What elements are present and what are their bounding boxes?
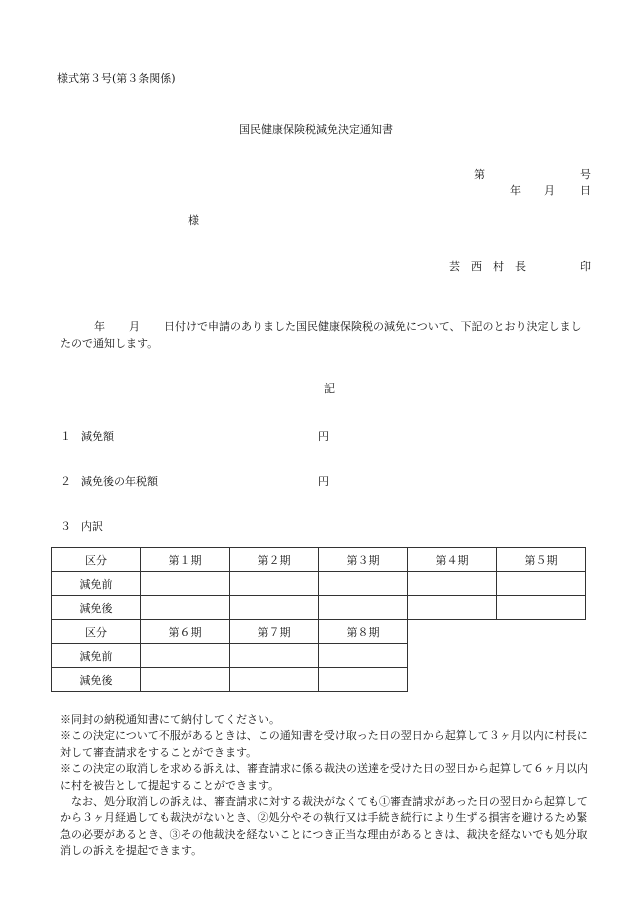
item-3-label: 内訳 bbox=[81, 520, 103, 533]
form-label: 様式第３号(第３条関係) bbox=[57, 72, 176, 85]
period-header-cell: 第１期 bbox=[141, 548, 230, 572]
amount-cell bbox=[230, 644, 319, 668]
date-month: 月 bbox=[544, 184, 555, 197]
amount-cell bbox=[141, 572, 230, 596]
amount-cell bbox=[319, 644, 408, 668]
note-exception: なお、処分取消しの訴えは、審査請求に対する裁決がなくても①審査請求があった日の翌日から起算してから３ヶ月経過しても裁決がないとき、②処分やその執行又は手続き続行により生ずる損害を避けるため緊急の必要があるとき、③その他裁決を経ないことにつき正当な理由があるときは、裁決を経ないでも処分取消しの訴えを提起できます。 bbox=[60, 795, 588, 858]
item-1-label: 減免額 bbox=[81, 430, 114, 443]
row-label-cell: 減免後 bbox=[52, 596, 141, 620]
period-header-cell: 第３期 bbox=[319, 548, 408, 572]
period-header-cell: 第２期 bbox=[230, 548, 319, 572]
number-prefix: 第 bbox=[474, 168, 485, 181]
empty-cell bbox=[408, 644, 497, 668]
period-header-cell: 第６期 bbox=[141, 620, 230, 644]
row-label-cell: 減免後 bbox=[52, 668, 141, 692]
amount-cell bbox=[319, 596, 408, 620]
table-row bbox=[52, 572, 586, 596]
empty-cell bbox=[497, 668, 586, 692]
amount-cell bbox=[408, 596, 497, 620]
row-label-cell: 減免前 bbox=[52, 572, 141, 596]
note-payment: ※同封の納税通知書にて納付してください。 bbox=[60, 713, 280, 726]
period-header-cell: 第８期 bbox=[319, 620, 408, 644]
ki-heading: 記 bbox=[324, 382, 335, 395]
table-row bbox=[52, 596, 586, 620]
intro-year: 年 bbox=[94, 320, 105, 333]
empty-cell bbox=[497, 644, 586, 668]
period-header-cell: 第４期 bbox=[408, 548, 497, 572]
table-row bbox=[52, 668, 586, 692]
seal-mark: 印 bbox=[580, 260, 591, 273]
amount-cell bbox=[141, 644, 230, 668]
number-suffix: 号 bbox=[580, 168, 591, 181]
issuer-name: 芸 西 村 長 bbox=[449, 260, 526, 273]
amount-cell bbox=[497, 572, 586, 596]
table-row bbox=[52, 548, 586, 572]
amount-cell bbox=[230, 596, 319, 620]
item-2-unit: 円 bbox=[318, 475, 329, 488]
intro-text: 日付けで申請のありました国民健康保険税の減免について、下記のとおり決定しましたので通知します。 bbox=[60, 320, 582, 350]
date-day: 日 bbox=[580, 184, 591, 197]
amount-cell bbox=[141, 596, 230, 620]
amount-cell bbox=[141, 668, 230, 692]
period-header-cell: 第５期 bbox=[497, 548, 586, 572]
document-title: 国民健康保険税減免決定通知書 bbox=[239, 123, 393, 136]
item-1-number: １ bbox=[60, 430, 71, 443]
amount-cell bbox=[230, 572, 319, 596]
table-row bbox=[52, 620, 586, 644]
empty-cell bbox=[497, 620, 586, 644]
item-2-number: ２ bbox=[60, 475, 71, 488]
header-label-cell: 区分 bbox=[52, 620, 141, 644]
period-breakdown-table bbox=[51, 547, 586, 692]
note-lawsuit: ※この決定の取消しを求める訴えは、審査請求に係る裁決の送達を受けた日の翌日から起算して６ヶ月以内に村を被告として提起することができます。 bbox=[60, 762, 588, 792]
item-3-number: ３ bbox=[60, 520, 71, 533]
recipient-suffix: 様 bbox=[188, 214, 199, 227]
notes-section bbox=[60, 712, 594, 860]
empty-cell bbox=[408, 620, 497, 644]
date-year: 年 bbox=[510, 184, 521, 197]
item-2-label: 減免後の年税額 bbox=[81, 475, 158, 488]
row-label-cell: 減免前 bbox=[52, 644, 141, 668]
empty-cell bbox=[408, 668, 497, 692]
table-row bbox=[52, 644, 586, 668]
amount-cell bbox=[230, 668, 319, 692]
amount-cell bbox=[497, 596, 586, 620]
item-1-unit: 円 bbox=[318, 430, 329, 443]
note-appeal: ※この決定について不服があるときは、この通知書を受け取った日の翌日から起算して３ヶ月以内に村長に対して審査請求をすることができます。 bbox=[60, 729, 588, 759]
intro-paragraph bbox=[60, 318, 592, 352]
period-header-cell: 第７期 bbox=[230, 620, 319, 644]
amount-cell bbox=[319, 572, 408, 596]
amount-cell bbox=[408, 572, 497, 596]
intro-month: 月 bbox=[129, 320, 140, 333]
amount-cell bbox=[319, 668, 408, 692]
header-label-cell: 区分 bbox=[52, 548, 141, 572]
